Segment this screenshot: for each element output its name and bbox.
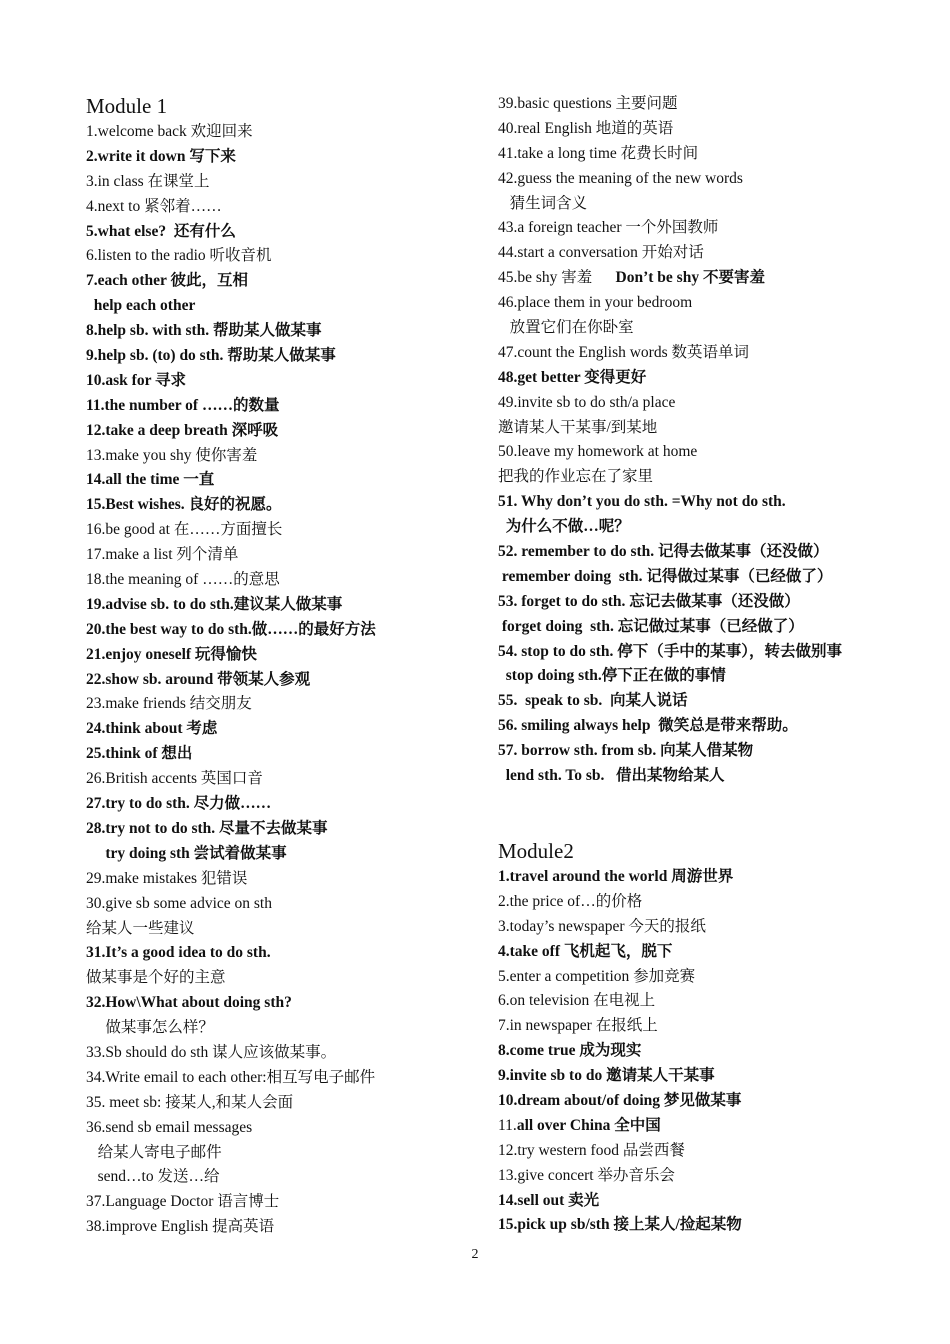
vocab-line: 17.make a list 列个清单 [86,546,239,564]
vocab-line: 24.think about 考虑 [86,720,218,738]
vocab-line: 36.send sb email messages [86,1118,253,1136]
vocab-line: 40.real English 地道的英语 [498,119,674,137]
vocab-line: 14.all the time 一直 [86,471,215,489]
module-2-title: Module2 [498,838,574,863]
vocab-line: 4.take off 飞机起飞，脱下 [498,942,673,960]
vocab-line [498,266,938,291]
vocab-line: 16.be good at 在……方面擅长 [86,521,283,539]
vocab-line: 56. smiling always help 微笑总是带来帮助。 [498,717,798,735]
vocab-line: 13.give concert 举办音乐会 [498,1166,675,1184]
right-column [498,92,938,1238]
vocab-line: 2.write it down 写下来 [86,147,236,165]
vocab-line: 给某人一些建议 [86,919,195,937]
vocab-line: 41.take a long time 花费长时间 [498,144,699,162]
vocab-line: 12.take a deep breath 深呼吸 [86,421,279,439]
vocab-line: 6.listen to the radio 听收音机 [86,247,272,265]
vocab-line: 49.invite sb to do sth/a place [498,393,676,411]
vocab-line: 35. meet sb: 接某人,和某人会面 [86,1093,294,1111]
vocab-line: 10.dream about/of doing 梦见做某事 [498,1091,742,1109]
vocab-line: help each other [86,297,196,315]
vocab-line: 做某事是个好的主意 [86,969,226,987]
vocab-line: 34.Write email to each other:相互写电子邮件 [86,1068,376,1086]
vocab-line: 28.try not to do sth. 尽量不去做某事 [86,819,328,837]
vocab-line: 9.invite sb to do 邀请某人干某事 [498,1067,715,1085]
vocab-line: 11.the number of ……的数量 [86,396,280,414]
vocab-line: 8.help sb. with sth. 帮助某人做某事 [86,322,322,340]
vocab-line: try doing sth 尝试着做某事 [86,844,287,862]
vocab-line: 猜生词含义 [498,194,588,212]
vocab-line: 21.enjoy oneself 玩得愉快 [86,645,257,663]
vocab-line: 8.come true 成为现实 [498,1042,642,1060]
vocab-line: 7.each other 彼此，互相 [86,272,249,290]
vocab-line: 50.leave my homework at home [498,443,698,461]
vocab-line: 5.what else? 还有什么 [86,222,236,240]
vocab-line: 54. stop to do sth. 停下（手中的某事），转去做别事 [498,642,843,660]
vocab-line: 30.give sb some advice on sth [86,894,272,912]
vocab-line: 4.next to 紧邻着…… [86,197,222,215]
vocab-line: 22.show sb. around 带领某人参观 [86,670,311,688]
vocab-line: 37.Language Doctor 语言博士 [86,1193,280,1211]
vocab-line: 放置它们在你卧室 [498,319,634,337]
vocab-line: 9.help sb. (to) do sth. 帮助某人做某事 [86,347,336,365]
vocab-line: 2.the price of…的价格 [498,892,643,910]
vocab-line: 42.guess the meaning of the new words [498,169,743,187]
vocab-line: 18.the meaning of ……的意思 [86,571,280,589]
vocab-line: 3.today’s newspaper 今天的报纸 [498,917,706,935]
vocab-line: 55. speak to sb. 向某人说话 [498,692,688,710]
vocab-line: 给某人寄电子邮件 [86,1143,222,1161]
vocab-line-text: 45.be shy 害羞 [498,269,616,287]
module-1-list-continued [498,92,938,789]
vocab-line: 51. Why don’t you do sth. =Why not do sth. [498,493,786,511]
vocab-line-text: all over China 全中国 [516,1116,661,1134]
section-gap [498,789,938,837]
vocab-line: 1.welcome back 欢迎回来 [86,123,253,140]
vocab-line: 53. forget to do sth. 忘记去做某事（还没做） [498,592,800,610]
vocab-line: 26.British accents 英国口音 [86,770,263,788]
vocab-line: 44.start a conversation 开始对话 [498,244,704,262]
vocab-line: 邀请某人干某事/到某地 [498,418,658,436]
vocab-line: 20.the best way to do sth.做……的最好方法 [86,620,376,638]
vocab-line: 1.travel around the world 周游世界 [498,867,734,885]
vocab-line: 29.make mistakes 犯错误 [86,869,248,887]
vocab-line: remember doing sth. 记得做过某事（已经做了） [498,567,833,585]
vocab-line: 57. borrow sth. from sb. 向某人借某物 [498,742,754,760]
vocab-line: 27.try to do sth. 尽力做…… [86,795,272,813]
vocab-line: stop doing sth.停下正在做的事情 [498,667,726,685]
vocab-line: 12.try western food 品尝西餐 [498,1141,685,1159]
vocab-line: lend sth. To sb. 借出某物给某人 [498,767,725,785]
vocab-line: 6.on television 在电视上 [498,992,656,1010]
vocab-line: 把我的作业忘在了家里 [498,468,654,486]
vocab-line: 48.get better 变得更好 [498,368,647,386]
vocab-line: 39.basic questions 主要问题 [498,95,678,112]
vocab-line: 7.in newspaper 在报纸上 [498,1017,658,1035]
vocab-line: 3.in class 在课堂上 [86,172,210,190]
vocab-line: 25.think of 想出 [86,745,193,763]
vocab-line: 31.It’s a good idea to do sth. [86,944,271,962]
vocab-line: 43.a foreign teacher 一个外国教师 [498,219,719,237]
vocab-line: 33.Sb should do sth 谋人应该做某事。 [86,1043,337,1061]
vocab-line-number: 11. [498,1116,517,1134]
vocab-line: 14.sell out 卖光 [498,1191,600,1209]
vocab-line: 10.ask for 寻求 [86,371,187,389]
vocab-line: 15.Best wishes. 良好的祝愿。 [86,496,282,514]
vocab-line: 32.How\What about doing sth? [86,994,292,1012]
vocab-line: 19.advise sb. to do sth.建议某人做某事 [86,595,343,613]
vocab-line-tail: Don’t be shy 不要害羞 [615,269,765,287]
vocab-line: 52. remember to do sth. 记得去做某事（还没做） [498,543,829,561]
vocab-line: 做某事怎么样？ [86,1019,214,1037]
page-number: 2 [471,1247,479,1262]
module-1-title: Module 1 [86,94,168,118]
vocab-line: send…to 发送…给 [86,1168,220,1186]
vocab-line: 46.place them in your bedroom [498,294,693,312]
module-1-list [86,120,486,1240]
vocab-line: 5.enter a competition 参加竞赛 [498,967,696,985]
vocab-line: 47.count the English words 数英语单词 [498,343,749,361]
left-column [86,92,486,1240]
vocab-line: 38.improve English 提高英语 [86,1218,275,1236]
vocab-line: 23.make friends 结交朋友 [86,695,252,713]
vocab-line: 为什么不做…呢？ [498,518,630,536]
vocab-line: forget doing sth. 忘记做过某事（已经做了） [498,617,804,635]
vocab-line: 13.make you shy 使你害羞 [86,446,258,464]
vocab-line [498,1114,938,1139]
module-2-list [498,865,938,1238]
vocab-line: 15.pick up sb/sth 接上某人/捡起某物 [498,1216,742,1234]
